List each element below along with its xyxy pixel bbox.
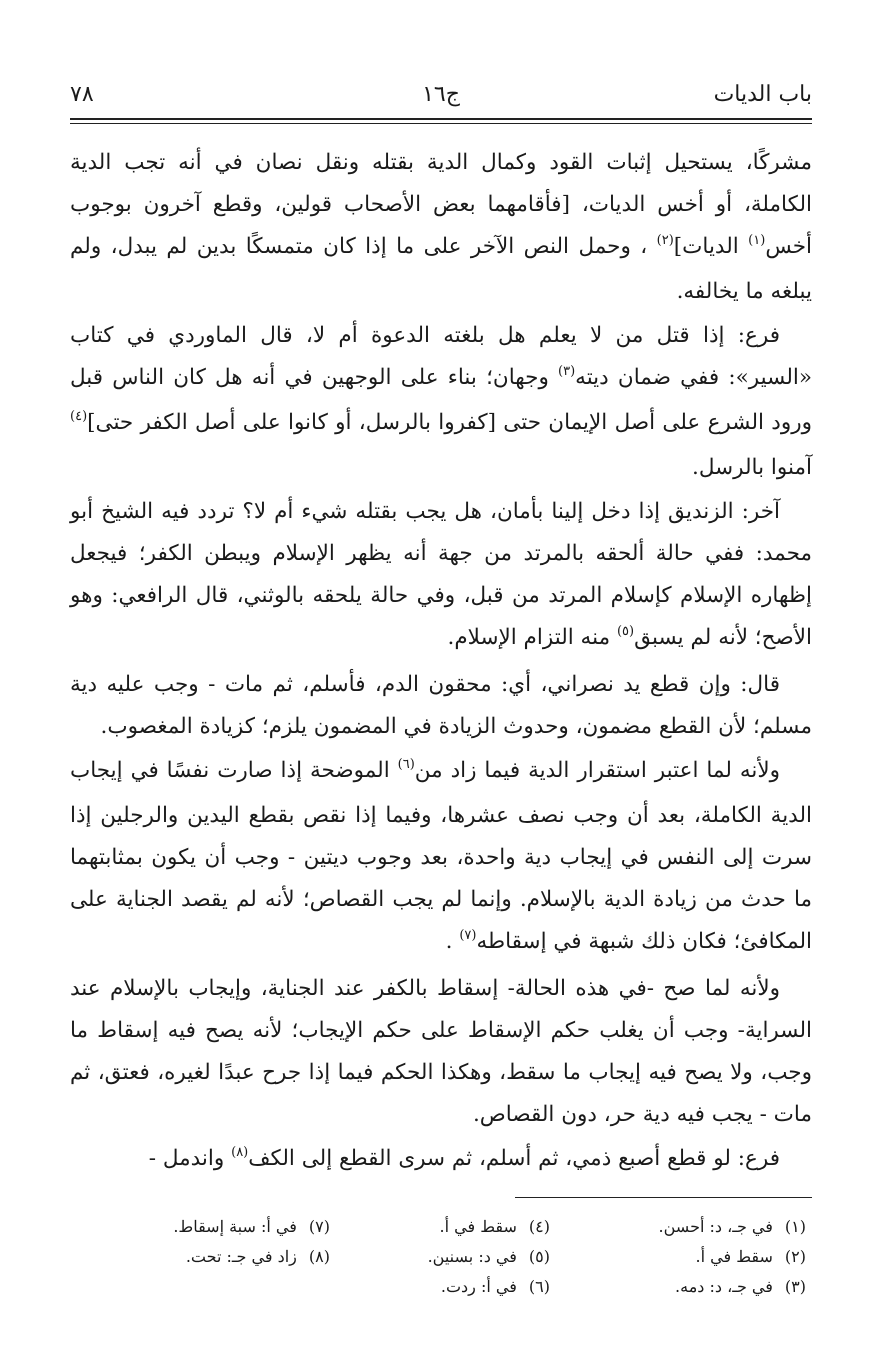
footnote-number: (١) (784, 1217, 806, 1236)
footnote-marker[interactable]: (٣) (558, 364, 576, 379)
page-number: ٧٨ (70, 82, 94, 107)
footnote-item (576, 1242, 806, 1272)
footnote-number: (٢) (784, 1247, 806, 1266)
text-line: بوجوب أخس (70, 192, 812, 259)
footnote-text: في أ: سبة إسقاط. (173, 1217, 297, 1236)
footnote-item (110, 1212, 330, 1242)
text-line: فرع: لو قطع أصبع ذمي، ثم أسلم، ثم سرى القطع إلى الكف (248, 1146, 780, 1171)
footnote-item (350, 1242, 550, 1272)
paragraph (70, 1138, 812, 1183)
text-line: والرجلين إذا سرت إلى النفس في إيجاب دية واحدة، بعد وجوب ديتين - وجب (70, 803, 813, 870)
footnote-text: في أ: ردت. (440, 1277, 517, 1296)
footnote-number: (٥) (528, 1247, 550, 1266)
footnote-marker[interactable]: (٥) (616, 624, 635, 639)
text-line: الموضحة إذا صارت نفسًا في (130, 758, 390, 783)
text-line: جرح عبدًا لغيره، فعتق، ثم مات - يجب فيه دية حر، دون القصاص. (70, 1060, 812, 1127)
text-line: . (445, 929, 453, 954)
volume-label: ج١٦ (422, 82, 460, 107)
text-line: فرع: إذا قتل من لا يعلم هل بلغته الدعوة أم لا، قال الماوردي في كتاب (70, 323, 780, 348)
footnote-number: (٤) (528, 1217, 550, 1236)
footnote-marker[interactable]: (٤) (70, 409, 88, 424)
text-line: «السير»: ففي ضمان ديته (575, 365, 812, 390)
footnote-column (110, 1212, 330, 1272)
text-line: ، وحمل النص الآخر على ما إذا كان متمسكًا بدين (196, 234, 648, 259)
footnote-number: (٣) (784, 1277, 806, 1296)
text-line: وجهان؛ بناء على الوجهين في أنه هل كان الناس (112, 365, 549, 390)
footnote-item (576, 1272, 806, 1302)
footnote-text: في جـ، د: دمه. (675, 1277, 773, 1296)
text-line: إيجاب الدية الكاملة، بعد أن وجب نصف عشرها، وفيما إذا نقص بقطع اليدين (70, 758, 812, 828)
running-head (70, 82, 812, 114)
paragraph (70, 968, 812, 1136)
footnote-number: (٨) (308, 1247, 330, 1266)
footnote-marker[interactable]: (٢) (656, 233, 674, 248)
text-line: قبل ورود الشرع على أصل الإيمان حتى [كفروا بالرسل، أو كانوا على أصل (70, 365, 812, 435)
text-line: لم يبدل، ولم يبلغه ما يخالفه. (70, 234, 812, 304)
text-line: آخر: الزنديق إذا دخل إلينا بأمان، هل يجب بقتله شيء أم لا؟ تردد فيه الشيخ (101, 499, 780, 524)
text-line: واندمل - (148, 1146, 225, 1171)
footnote-marker[interactable]: (٦) (397, 757, 415, 772)
main-text (70, 142, 812, 1185)
chapter-title: باب الديات (713, 82, 812, 107)
footnote-number: (٧) (308, 1217, 330, 1236)
text-line: بالإسلام عند السراية- وجب أن يغلب حكم الإسقاط على حكم الإيجاب؛ لأنه (70, 976, 812, 1043)
paragraph (70, 142, 812, 313)
footnote-rule (515, 1197, 812, 1198)
text-line: قال: وإن قطع يد نصراني، أي: محقون الدم، فأسلم، ثم مات - وجب عليه دية (70, 672, 780, 697)
footnote-text: زاد في جـ: تحت. (185, 1247, 297, 1266)
text-line: مشركًا، يستحيل إثبات القود وكمال الدية بقتله ونقل نصان في أنه تجب الدية (70, 150, 812, 175)
text-line: أبو محمد: ففي حالة ألحقه بالمرتد من جهة أنه يظهر الإسلام ويبطن الكفر؛ (70, 499, 812, 566)
text-line: الكاملة، أو أخس الديات، [فأقامهما بعض الأصحاب قولين، وقطع آخرون (143, 192, 812, 217)
footnote-text: سقط في أ. (695, 1247, 773, 1266)
footnote-item (110, 1242, 330, 1272)
footnote-number: (٦) (528, 1277, 550, 1296)
footnote-marker[interactable]: (١) (748, 233, 766, 248)
text-line: منه التزام الإسلام. (447, 625, 611, 650)
text-line: لأنه لم يقصد الجناية على المكافئ؛ فكان ذلك شبهة في إسقاطه (70, 887, 812, 954)
text-line: آمنوا بالرسل. (692, 455, 812, 480)
footnote-item (350, 1272, 550, 1302)
footnote-marker[interactable]: (٨) (231, 1145, 249, 1160)
paragraph (70, 315, 812, 489)
footnote-item (350, 1212, 550, 1242)
text-line: ولأنه لما اعتبر استقرار الدية فيما زاد من (414, 758, 780, 783)
footnote-marker[interactable]: (٧) (459, 928, 477, 943)
text-line: الكفر حتى] (87, 410, 188, 435)
text-line: مسلم؛ لأن القطع مضمون، وحدوث الزيادة في المضمون يلزم؛ كزيادة المغصوب. (100, 714, 812, 739)
header-rule-thin (70, 123, 812, 124)
paragraph (70, 491, 812, 662)
footnote-column (576, 1212, 806, 1302)
text-line: الديات] (673, 234, 739, 259)
paragraph (70, 664, 812, 748)
text-line: فيجعل إظهاره الإسلام كإسلام المرتد من قبل، وفي حالة يلحقه بالوثني، قال (70, 541, 812, 608)
footnote-text: في د: بسنين. (427, 1247, 517, 1266)
header-rule-thick (70, 118, 812, 120)
text-line: أن يكون بمثابتهما ما حدث من زيادة الدية بالإسلام. وإنما لم يجب القصاص؛ (70, 845, 813, 912)
footnote-text: في جـ، د: أحسن. (658, 1217, 773, 1236)
footnote-column (350, 1212, 550, 1302)
paragraph (70, 750, 812, 966)
text-line: ولأنه لما صح -في هذه الحالة- إسقاط بالكفر عند الجناية، وإيجاب (188, 976, 780, 1001)
text-line: الرافعي: وهو الأصح؛ لأنه لم يسبق (70, 583, 812, 650)
text-line: يصح فيه إسقاط ما وجب، ولا يصح فيه إيجاب ما سقط، وهكذا الحكم فيما إذا (70, 1018, 812, 1085)
footnote-text: سقط في أ. (439, 1217, 517, 1236)
footnote-item (576, 1212, 806, 1242)
footnotes (70, 1212, 812, 1322)
